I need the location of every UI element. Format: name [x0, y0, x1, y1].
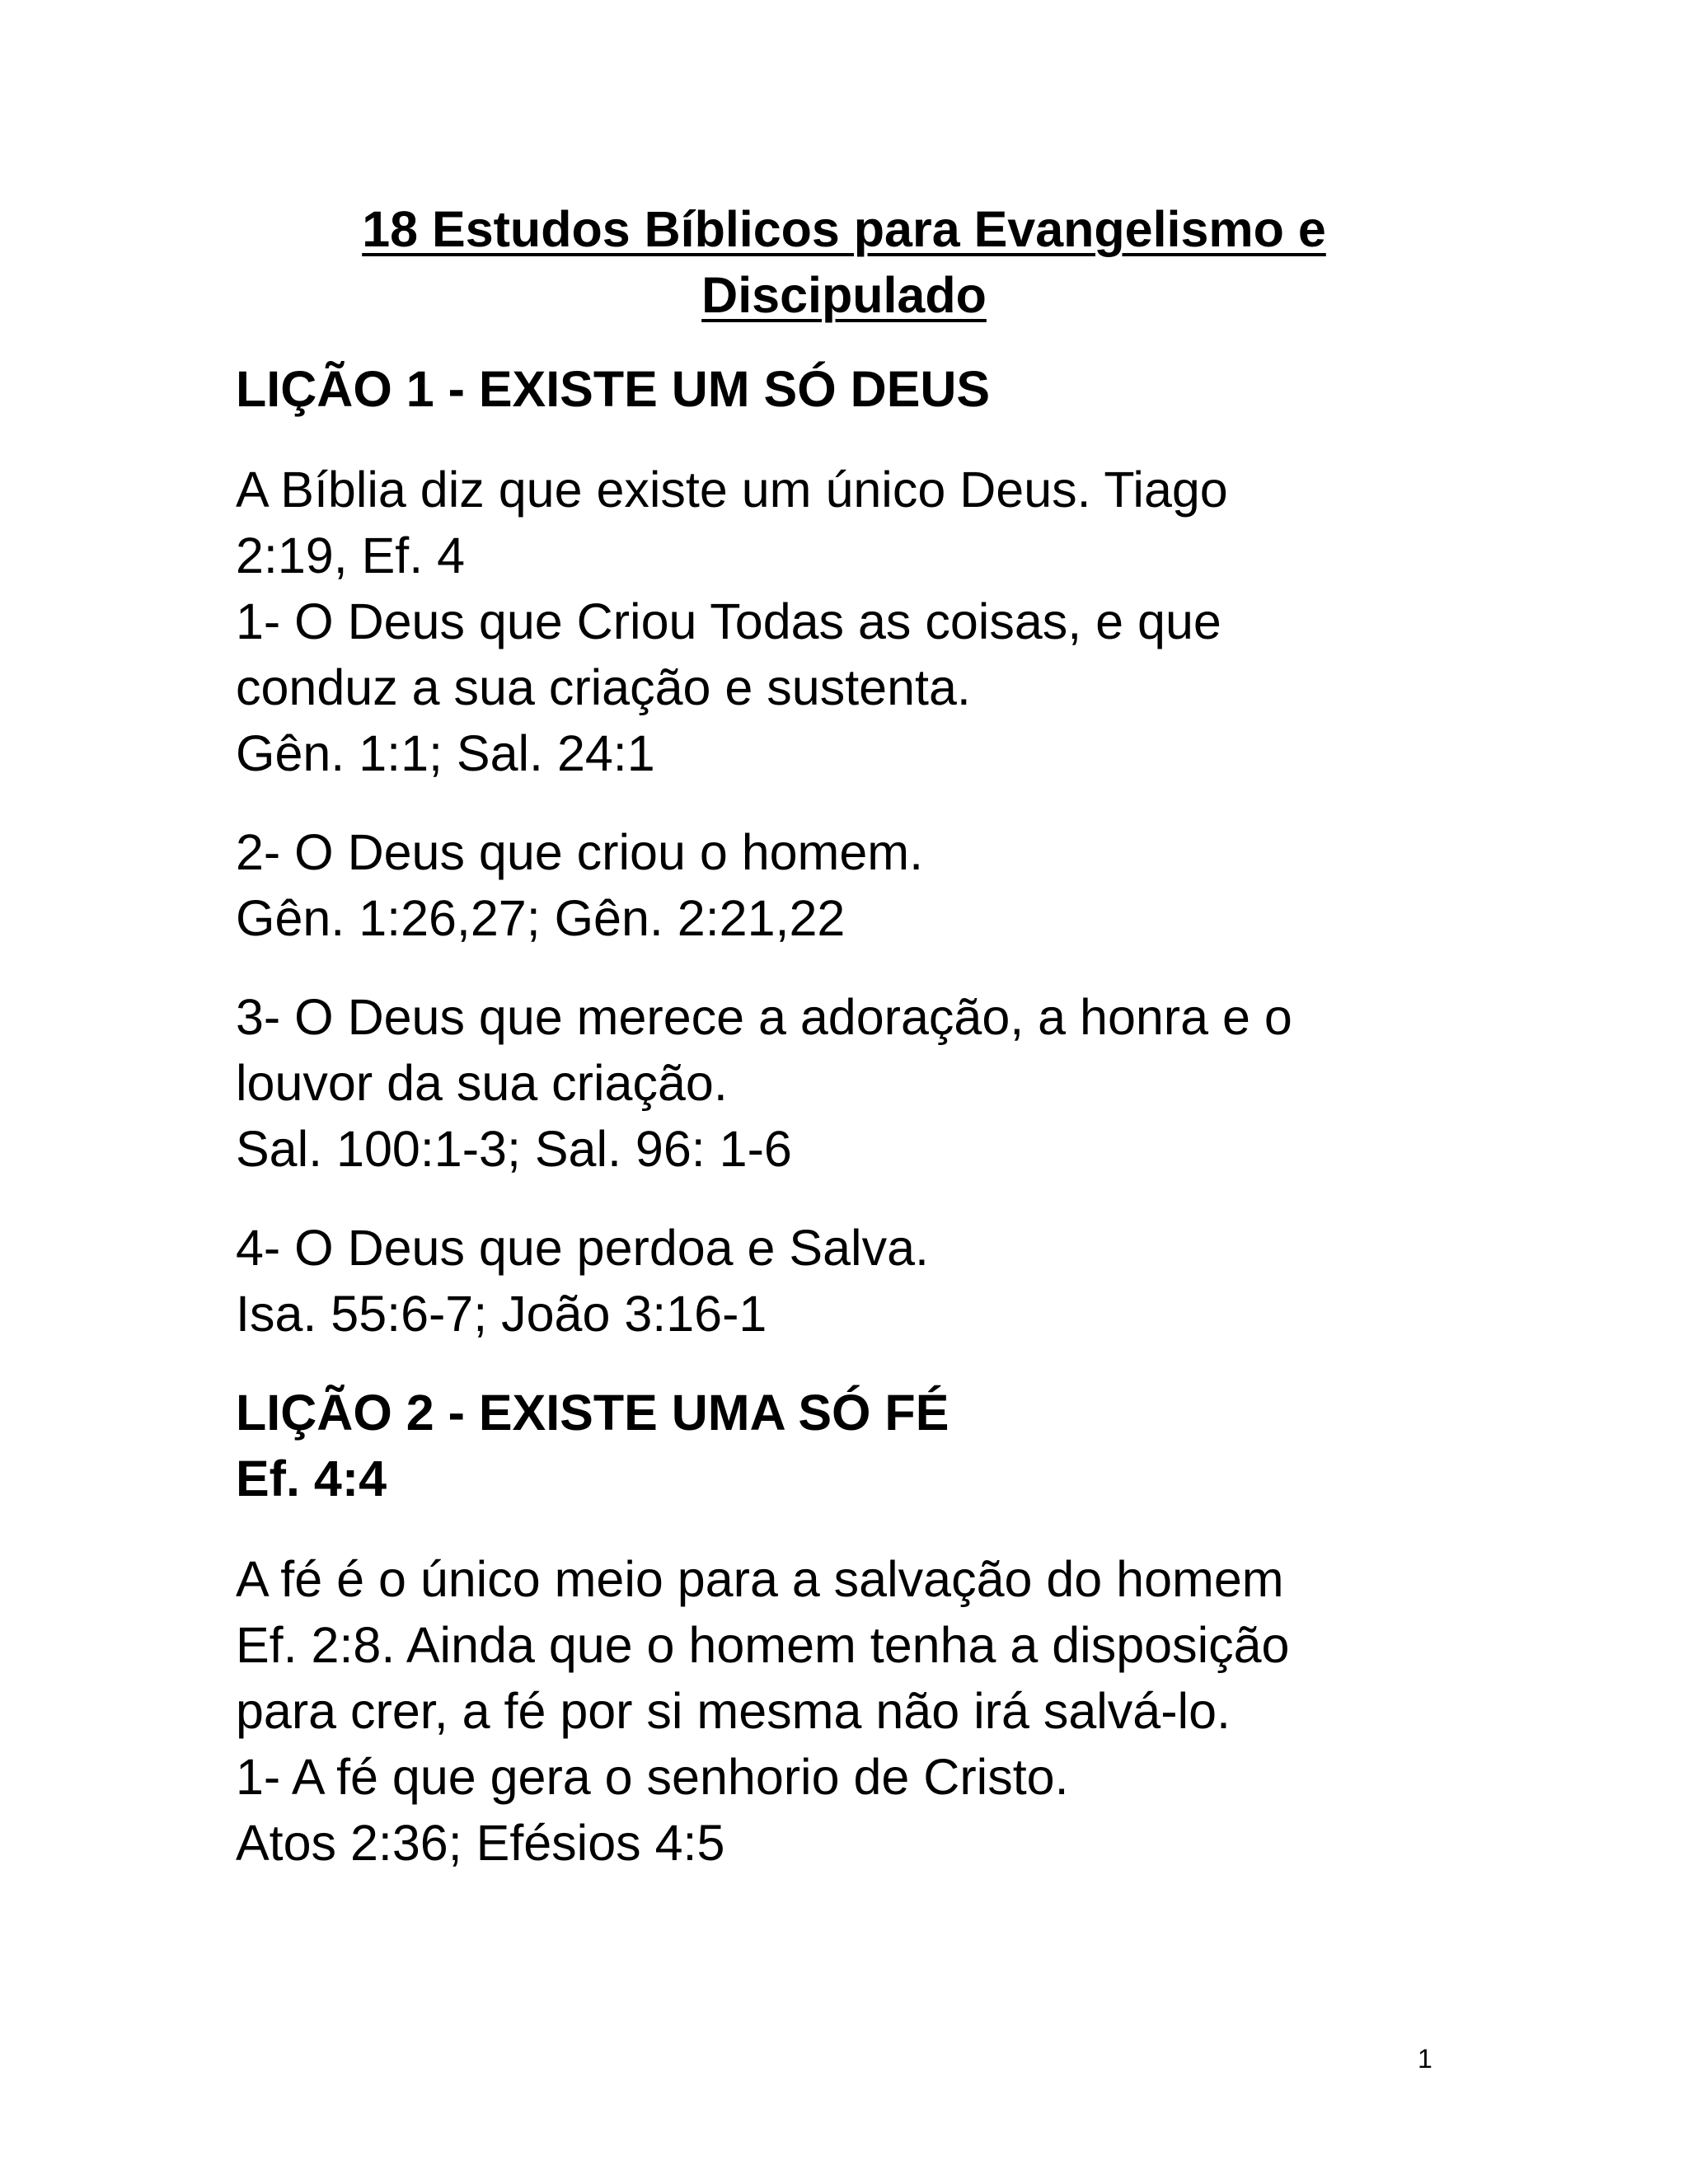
text-line: 3- O Deus que merece a adoração, a honra e o — [236, 989, 1292, 1045]
text-line: Gên. 1:1; Sal. 24:1 — [236, 725, 655, 781]
text-line: A Bíblia diz que existe um único Deus. Tiago — [236, 462, 1228, 518]
lesson-1-point-4 — [236, 1215, 1472, 1347]
lesson-2-intro-paragraph — [236, 1546, 1472, 1876]
text-line: Sal. 100:1-3; Sal. 96: 1-6 — [236, 1121, 792, 1177]
title-line: Discipulado — [701, 267, 987, 323]
text-line: A fé é o único meio para a salvação do homem — [236, 1551, 1284, 1607]
heading-line: LIÇÃO 1 - EXISTE UM SÓ DEUS — [236, 361, 991, 417]
text-line: Atos 2:36; Efésios 4:5 — [236, 1815, 725, 1871]
lesson-1-point-3 — [236, 984, 1472, 1182]
lesson-1-heading — [236, 356, 1472, 422]
text-line: para crer, a fé por si mesma não irá salvá-lo. — [236, 1683, 1231, 1739]
lesson-1 — [236, 356, 1472, 1380]
text-line: 4- O Deus que perdoa e Salva. — [236, 1220, 929, 1276]
lesson-1-intro-paragraph — [236, 457, 1472, 786]
text-line: Ef. 2:8. Ainda que o homem tenha a disposição — [236, 1617, 1290, 1673]
text-line: 1- A fé que gera o senhorio de Cristo. — [236, 1749, 1069, 1805]
text-line: conduz a sua criação e sustenta. — [236, 659, 971, 715]
title-line: 18 Estudos Bíblicos para Evangelismo e — [362, 201, 1326, 257]
text-line: 2:19, Ef. 4 — [236, 527, 466, 583]
text-line: 1- O Deus que Criou Todas as coisas, e que — [236, 593, 1221, 649]
text-line: Gên. 1:26,27; Gên. 2:21,22 — [236, 890, 846, 946]
text-line: Isa. 55:6-7; João 3:16-1 — [236, 1286, 767, 1342]
text-line: 2- O Deus que criou o homem. — [236, 824, 924, 880]
page-number: 1 — [1418, 2044, 1432, 2074]
document-body — [236, 356, 1472, 1876]
lesson-2-heading — [236, 1380, 1472, 1511]
lesson-2 — [236, 1380, 1472, 1876]
lesson-1-point-2 — [236, 819, 1472, 951]
heading-line: LIÇÃO 2 - EXISTE UMA SÓ FÉ — [236, 1385, 950, 1441]
document-title — [247, 196, 1441, 328]
heading-line: Ef. 4:4 — [236, 1451, 387, 1507]
text-line: louvor da sua criação. — [236, 1055, 728, 1111]
